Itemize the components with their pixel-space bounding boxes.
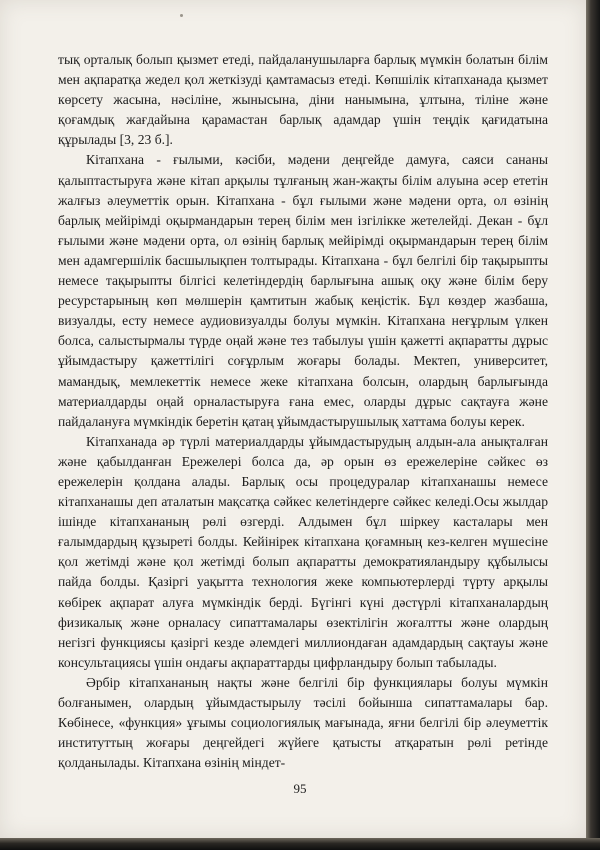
paragraph-3: Кітапханада әр түрлі материалдарды ұйымдастырудың алдын-ала анықталған және қабылданған Ережелері болса да, әр орын өз ережелеріне сәйкес өз ережелерін қолдана алады. Барлық осы процедуралар кітапханашы немесе кітапханашы деп аталатын мақсатқа сәйкес келетіндерге сәйкес келеді.Осы жылдар ішінде кітапхананың рөлі өзгерді. Алдымен бұл шіркеу касталары мен ғалымдардың құзыреті болды. Кейінірек кітапхана қоғамның кез-келген мүшесіне қол жетімді және қол жетімді болып ақпаратты демократияландыру құбылысы пайда болды. Қазіргі уақытта технология жеке компьютерлерді түрту арқылы көбірек ақпарат алуға мүмкіндік берді. Бүгінгі күні дәстүрлі кітапханалардың физикалық және орналасу сипаттамалары өзектілігін жоғалтты және олардың негізгі функциясы қазіргі кезде әлемдегі миллиондаған адамдардың сақтауы және консультациясы үшін ондағы ақпараттарды цифрландыру болып табылады.: [58, 433, 548, 670]
body-text: [58, 50, 548, 773]
page-number: 95: [293, 781, 307, 796]
paper-speck: [180, 14, 183, 17]
paragraph-2: Кітапхана - ғылыми, кәсіби, мәдени деңгейде дамуға, саяси сананы қалыптастыруға және кітап арқылы тұлғаның жан-жақты білім алуына әсер ететін жалғыз әлеуметтік орын. Кітапхана - бұл ғылыми және мәдени орта, ол өзінің барлық мейірімді оқырмандарын терең білім мен ізгілікке жетелейді. Декан - бұл ғылыми және мәдени орта, ол өзінің барлық мейірімді оқырмандарын терең білім мен адамгершілік басшылықпен толтырады. Кітапхана - бұл белгілі бір тақырыпты немесе тақырыпты білгісі келетіндердің барлығына ашық оқу және білім беру ресурстарының көп мөлшерін қамтитын жабық кеңістік. Бұл көздер жазбаша, визуалды, есту немесе аудиовизуалды болуы мүмкін. Кітапхана неғұрлым үлкен болса, салыстырмалы түрде оңай және тез табылуы үшін қажетті ақпаратты дұрыс ұйымдастыру қажеттілігі соғұрлым жоғары болады. Мектеп, университет, мамандық, мемлекеттік немесе жеке кітапхана болсын, олардың барлығында материалдарды оңай орналастыруға ғана емес, оларды дұрыс сақтауға және пайдалануға мүмкіндік беретін қатаң ұйымдастырушылық хаттама болуы керек.: [58, 152, 548, 429]
page-edge-shadow-right: [586, 0, 600, 850]
paragraph-4: Әрбір кітапхананың нақты және белгілі бір функциялары болуы мүмкін болғанымен, олардың ұйымдастырылу тәсілі бойынша сипаттамалары бар. Көбінесе, «функция» ұғымы социологиялық мағынада, яғни белгілі бір әлеуметтік институттың жоғары деңгейдегі жүйеге қатысты атқаратын рөлі ретінде қолданылады. Кітапхана өзінің міндет-: [58, 674, 548, 771]
page-edge-shadow-bottom: [0, 838, 600, 850]
paragraph-1: тық орталық болып қызмет етеді, пайдаланушыларға барлық мүмкін болатын білім мен ақпаратқа жедел қол жеткізуді қамтамасыз етеді. Көпшілік кітапханада қызмет көрсету жасына, нәсіліне, жынысына, діни нанымына, ұлтына, тіліне және қоғамдық жағдайына қарамастан барлық адамдар үшін теңдік қағидатына құрылады [3, 23 б.].: [58, 52, 548, 148]
